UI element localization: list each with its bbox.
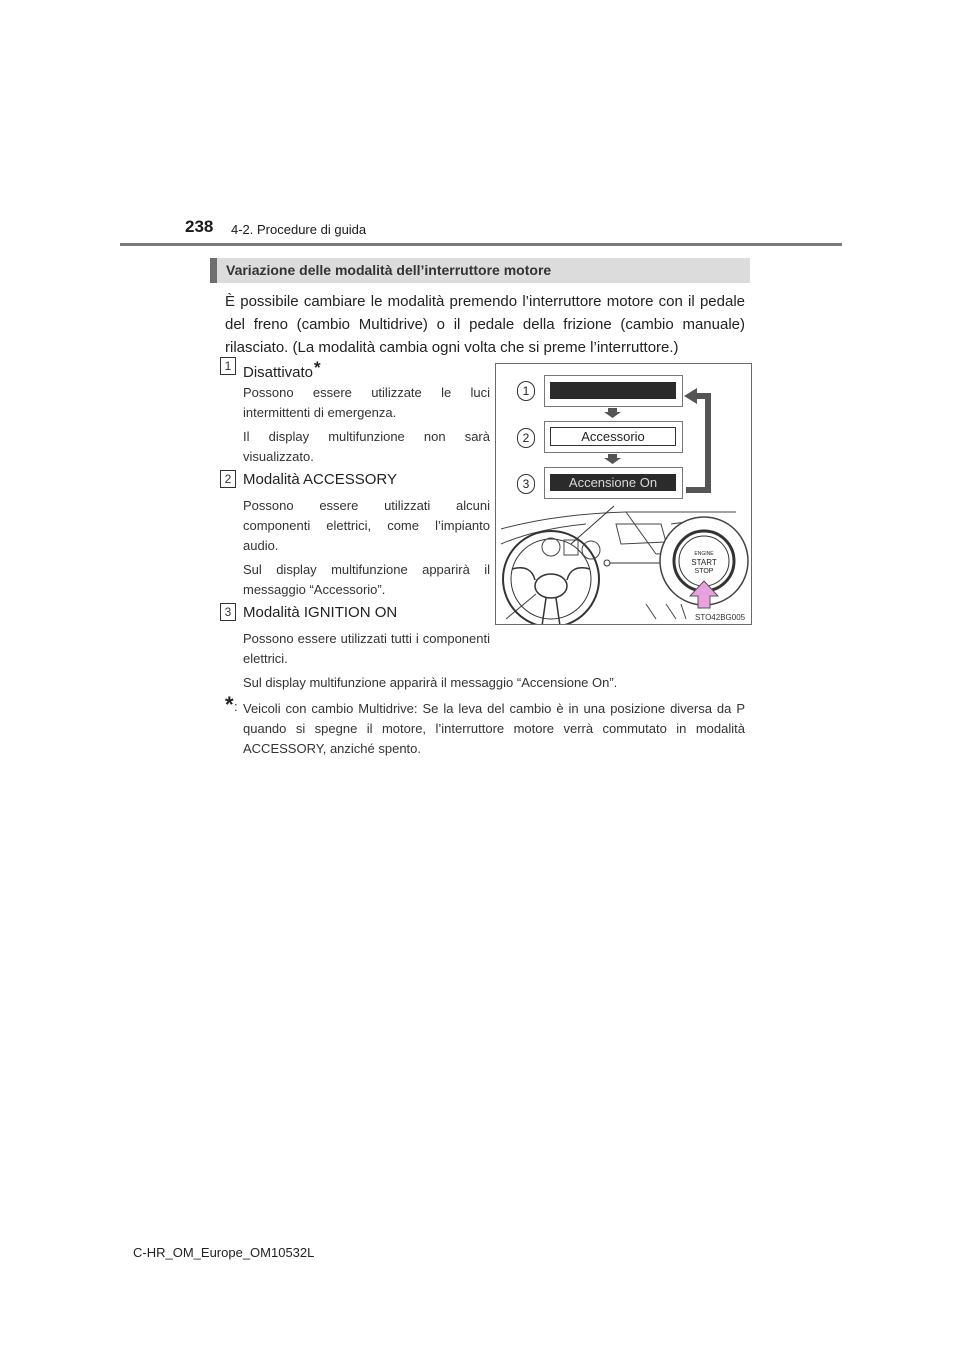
document-id-footer: C-HR_OM_Europe_OM10532L: [133, 1245, 315, 1260]
item-1-paragraph-1: Possono essere utilizzate le luci intermittenti di emergenza.: [243, 385, 490, 420]
item-3-paragraph-1: Possono essere utilizzati tutti i componenti elettrici.: [243, 631, 490, 666]
item-title-ignition: Modalità IGNITION ON: [243, 604, 398, 621]
footnote-marker: *: [314, 358, 321, 377]
item-3-paragraph-2: Sul display multifunzione apparirà il messaggio “Accensione On”.: [243, 675, 618, 690]
instrument-cluster-icon: [542, 538, 600, 559]
figure-label-3: 3: [517, 474, 535, 494]
item-2-paragraph-2: Sul display multifunzione apparirà il messaggio “Accessorio”.: [243, 562, 490, 597]
intro-paragraph: È possibile cambiare le modalità premendo l’interruttore motore con il pedale del freno (cambio Multidrive) o il pedale della frizione (cambio manuale) rilasciato. (La modalità cambia ogni volta che si preme l’interruttore.): [225, 293, 745, 356]
button-text-stop: STOP: [694, 568, 714, 575]
button-text-start: START: [691, 558, 717, 567]
title-accent: [210, 258, 217, 283]
down-arrow-icon: [604, 408, 621, 418]
engine-switch-figure: [495, 363, 752, 625]
figure-label-2: 2: [517, 428, 535, 448]
section-label: 4-2. Procedure di guida: [231, 222, 367, 237]
button-text-engine: ENGINE: [694, 551, 714, 557]
note-marker: *: [225, 692, 234, 717]
item-2-paragraph-1: Possono essere utilizzati alcuni componenti elettrici, come l’impianto audio.: [243, 498, 490, 553]
switch-location-icon: [604, 560, 610, 566]
return-arrow-head-icon: [684, 388, 697, 404]
display-ignition: Accensione On: [550, 474, 676, 491]
item-1-paragraph-2: Il display multifunzione non sarà visualizzato.: [243, 429, 490, 464]
figure-caption: STO42BG005: [695, 613, 746, 622]
header-rule: [120, 243, 842, 246]
item-number-2: 2: [220, 470, 236, 488]
figure-drawing: [496, 364, 751, 624]
note-text: Veicoli con cambio Multidrive: Se la leva del cambio è in una posizione diversa da P quando si spegne il motore, l’interruttore motore verrà commutato in modalità ACCESSORY, anziché spento.: [243, 701, 745, 756]
item-title-off-text: Disattivato: [243, 364, 314, 381]
item-number-1: 1: [220, 357, 236, 375]
section-title-bar: [210, 258, 750, 283]
display-accessory: Accessorio: [550, 427, 676, 446]
section-title: Variazione delle modalità dell’interruttore motore: [226, 262, 552, 278]
figure-label-1: 1: [517, 381, 535, 401]
item-number-3: 3: [220, 603, 236, 621]
item-title-off: [243, 358, 321, 381]
page-number: 238: [185, 217, 214, 236]
return-arrow-icon: [686, 396, 708, 490]
item-title-accessory: Modalità ACCESSORY: [243, 471, 397, 488]
down-arrow-icon: [604, 454, 621, 464]
note-separator: :: [234, 699, 238, 714]
